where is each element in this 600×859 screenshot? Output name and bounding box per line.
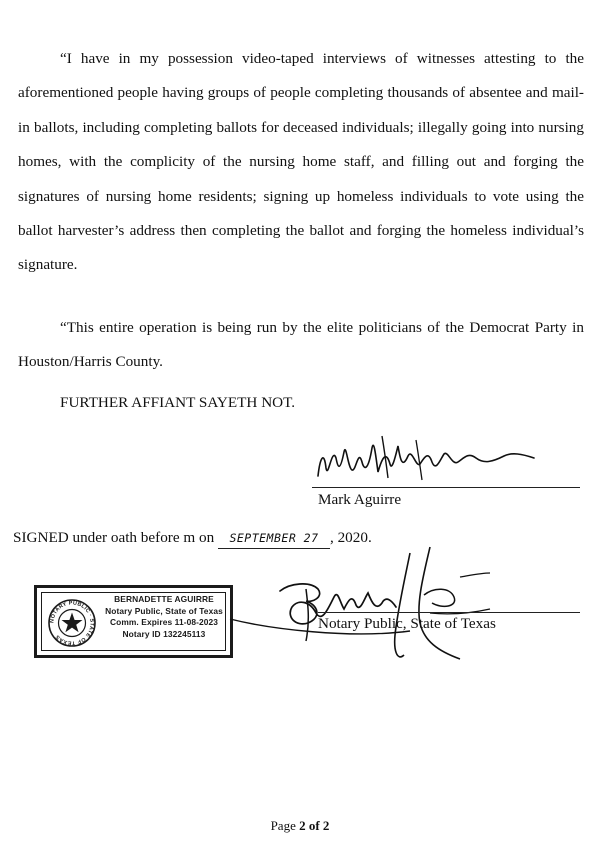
- page-number: [0, 818, 600, 834]
- testimony-text: “I have in my possession video-taped interviews of witnesses attesting to the aforementioned people having groups of people completing thousands of absentee and mail-in ballots, including completing ballots for deceased individuals; illegally going into nursing homes, with the complicity of the nursing home staff, and filling out and forging the signatures of nursing home residents; signing up homeless individuals to vote using the ballot harvester’s address then completing the ballot and forging the homeless individual’s signature.: [18, 50, 584, 274]
- operation-text: “This entire operation is being run by the elite politicians of the Democrat Party in Houston/Harris County.: [18, 319, 584, 371]
- page-label: Page: [270, 818, 296, 833]
- stamp-notary-id: Notary ID 132245113: [122, 628, 206, 639]
- signed-date-handwritten: SEPTEMBER 27: [218, 528, 330, 549]
- testimony-paragraph: [18, 42, 584, 283]
- affiant-name: Mark Aguirre: [318, 491, 402, 508]
- signed-year: , 2020.: [329, 529, 372, 546]
- stamp-notary-title: Notary Public, State of Texas: [105, 605, 223, 616]
- notary-signature: [210, 543, 590, 673]
- notary-signature-line: [318, 612, 580, 613]
- affiant-signature: [312, 428, 542, 488]
- page-count: 2 of 2: [299, 818, 330, 833]
- notary-stamp: [34, 585, 233, 658]
- affiant-signature-line: [312, 487, 580, 488]
- closing-statement: FURTHER AFFIANT SAYETH NOT.: [60, 394, 296, 411]
- notary-seal-icon: [47, 598, 97, 648]
- stamp-commission-expiry: Comm. Expires 11-08-2023: [109, 617, 219, 627]
- seal-ring-text: NOTARY PUBLIC · STATE OF TEXAS: [49, 600, 95, 646]
- notary-public-title: Notary Public, State of Texas: [318, 615, 496, 632]
- stamp-notary-name: BERNADETTE AGUIRRE: [114, 594, 214, 604]
- signed-prefix: SIGNED under oath before m on: [13, 529, 215, 546]
- operation-paragraph: [18, 311, 584, 380]
